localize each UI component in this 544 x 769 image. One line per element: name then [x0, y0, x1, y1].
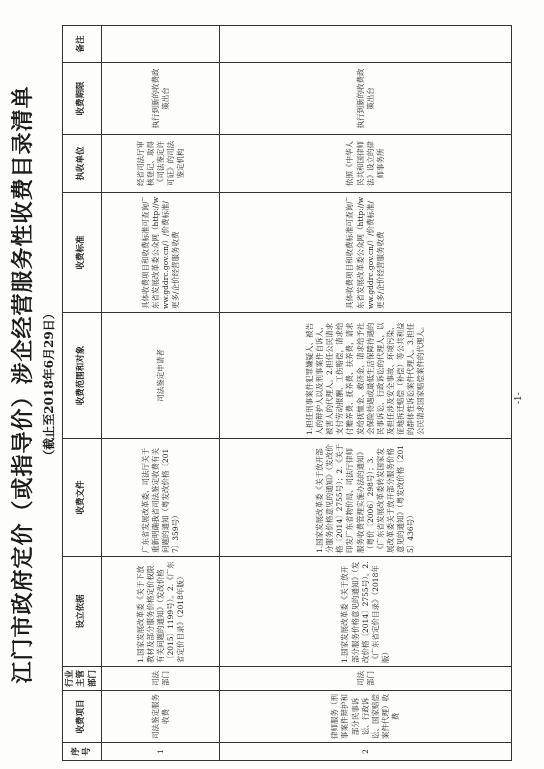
cell-note: [220, 26, 512, 63]
cell-unit: 经省司法厅审核登记、取得《司法鉴定许可证》的司法鉴定机构: [102, 135, 220, 193]
cell-basis: 1.国家发展改革委《关于放开部分服务价格意见的通知》（发改价格〔2014〕2755号）。2.《广东省定价目录》（2018年版）: [220, 557, 512, 667]
header-no: 序号: [63, 743, 102, 761]
document-title: 江门市政府定价（或指导价）涉企经营服务性收费目录清单: [10, 85, 36, 684]
header-note: 备注: [63, 26, 102, 63]
cell-scope: 司法鉴定申请者: [102, 313, 220, 439]
header-basis: 设立依据: [63, 557, 102, 667]
cell-basis: 1.国家发展改革委《关于下放教材及部分服务价格定价权限有关问题的通知》（发改价格〔2015〕1199号）。2.《广东省定价目录》（2018年版）: [102, 557, 220, 667]
table-row: [220, 26, 512, 761]
cell-file: 广东省发展改革委、司法厅关于重新明确我省司法鉴定收费有关问题的通知（粤发改价格〔2017〕359号）: [102, 439, 220, 557]
header-unit: 执收单位: [63, 135, 102, 193]
header-file: 收费文件: [63, 439, 102, 557]
header-scope: 收费范围和对象: [63, 313, 102, 439]
cell-standard: 具体收费项目和收费标准可查询广东省发展改革委公众网（http://www.gddrc.gov.cn/）/价费标准/更多/企价经营服务收费: [102, 193, 220, 313]
cell-period: 执行到新的收费政策出台: [102, 63, 220, 135]
table-header-row: [63, 26, 102, 761]
cell-item: 司法鉴定服务收费: [102, 691, 220, 743]
cell-dept: 司法部门: [220, 667, 512, 691]
header-dept: 行业主管部门: [63, 667, 102, 691]
page-number: -1-: [514, 392, 524, 404]
cell-period: 执行到新的收费政策出台: [220, 63, 512, 135]
document-subtitle: （截止至2018年6月29日）: [42, 307, 56, 462]
cell-no: 2: [220, 743, 512, 761]
fee-catalog-table: [62, 25, 512, 761]
cell-no: 1: [102, 743, 220, 761]
cell-standard: 具体收费项目和收费标准可查询广东省发展改革委公众网（http://www.gddrc.gov.cn/）/价费标准/更多/企价经营服务收费: [220, 193, 512, 313]
cell-file: 1.国家发展改革委《关于放开部分服务价格意见的通知》（发改价格〔2014〕2755号）；2.《关于印发广东省物价局、司法厅律师服务收费管理实施办法的通知》（粤价〔2006〕298号）；3.《广东省发展改革委转发国家发展改革委关于放开部分服务价格意见的通知》（粤发改价格〔2015〕436号）: [220, 439, 512, 557]
cell-item: 律师服务（刑事案件辩护和部分民事诉讼、行政诉讼、国家赔偿案件代理）收费: [220, 691, 512, 743]
header-item: 收费项目: [63, 691, 102, 743]
header-standard: 收费标准: [63, 193, 102, 313]
cell-scope: 1.担任刑事案件犯罪嫌疑人、被告人的辩护人以及刑事案件自诉人、被害人的代理人。2.担任公民请求支付劳动报酬、工伤赔偿，请求给付赡养费、抚养费、扶养费，请求发给抚恤金、救济金，请求给予社会保险待遇或最低生活保障待遇的民事诉讼、行政诉讼的代理人，以及担任涉及安全事故、环境污染、征地拆迁赔偿（补偿）等公共利益的群体性诉讼案件代理人。3.担任公民请求国家赔偿案件的代理人。: [220, 313, 512, 439]
table-row: [102, 26, 220, 761]
cell-note: [102, 26, 220, 63]
cell-unit: 依照《中华人民共和国律师法》设立的律师事务所: [220, 135, 512, 193]
cell-dept: 司法部门: [102, 667, 220, 691]
header-period: 收费期限: [63, 63, 102, 135]
